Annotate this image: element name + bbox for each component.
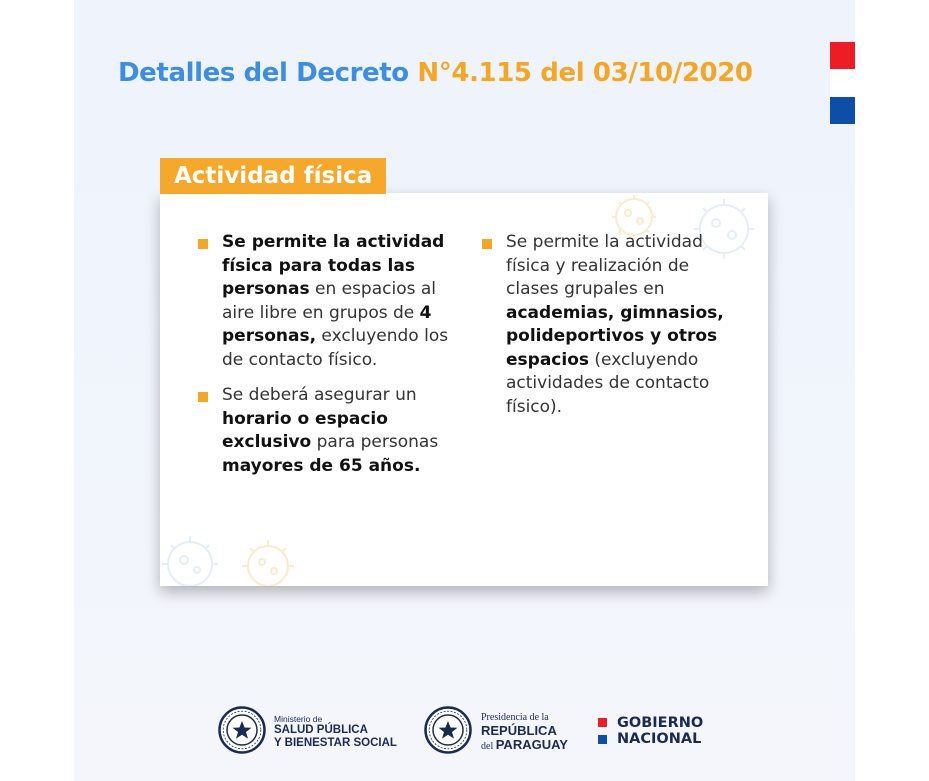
virus-decoration-icon (160, 514, 330, 586)
presidency-logo-text: Presidencia de la REPÚBLICA del PARAGUAY (481, 712, 568, 752)
bullet-square-icon (198, 239, 208, 249)
paraguay-flag-icon (830, 42, 855, 124)
bullet-square-icon (198, 392, 208, 402)
title-decree-label: Detalles del Decreto (118, 58, 418, 88)
right-column (482, 231, 732, 431)
blue-square-icon (598, 735, 607, 744)
bullet-exclusive-schedule: Se deberá asegurar un horario o espacio exclusivo para personas mayores de 65 años. (198, 384, 458, 478)
content-card (160, 193, 768, 586)
bullet-outdoor-activity: Se permite la actividad física para todas las personas en espacios al aire libre en grupos de 4 personas, excluyendo los de contacto físico. (198, 231, 458, 372)
footer-logos: Ministerio de SALUD PÚBLICA Y BIENESTAR SOCIAL Presidencia de la REPÚBLICA del PARAGUAY GOBIERNO NACIONAL (74, 706, 855, 758)
left-column (198, 231, 458, 490)
poster (74, 0, 855, 781)
national-seal-icon (424, 706, 472, 754)
title-decree-number: N°4.115 del 03/10/2020 (417, 58, 753, 88)
red-square-icon (598, 718, 607, 727)
ministry-logo-text: Ministerio de SALUD PÚBLICA Y BIENESTAR SOCIAL (274, 714, 397, 749)
bullet-square-icon (482, 239, 492, 249)
bullet-group-classes: Se permite la actividad física y realización de clases grupales en academias, gimnasios, polideportivos y otros espacios (excluyendo actividades de contacto físico). (482, 231, 732, 419)
page-title (118, 58, 798, 88)
national-seal-icon (218, 706, 266, 754)
section-tag: Actividad física (160, 158, 386, 194)
